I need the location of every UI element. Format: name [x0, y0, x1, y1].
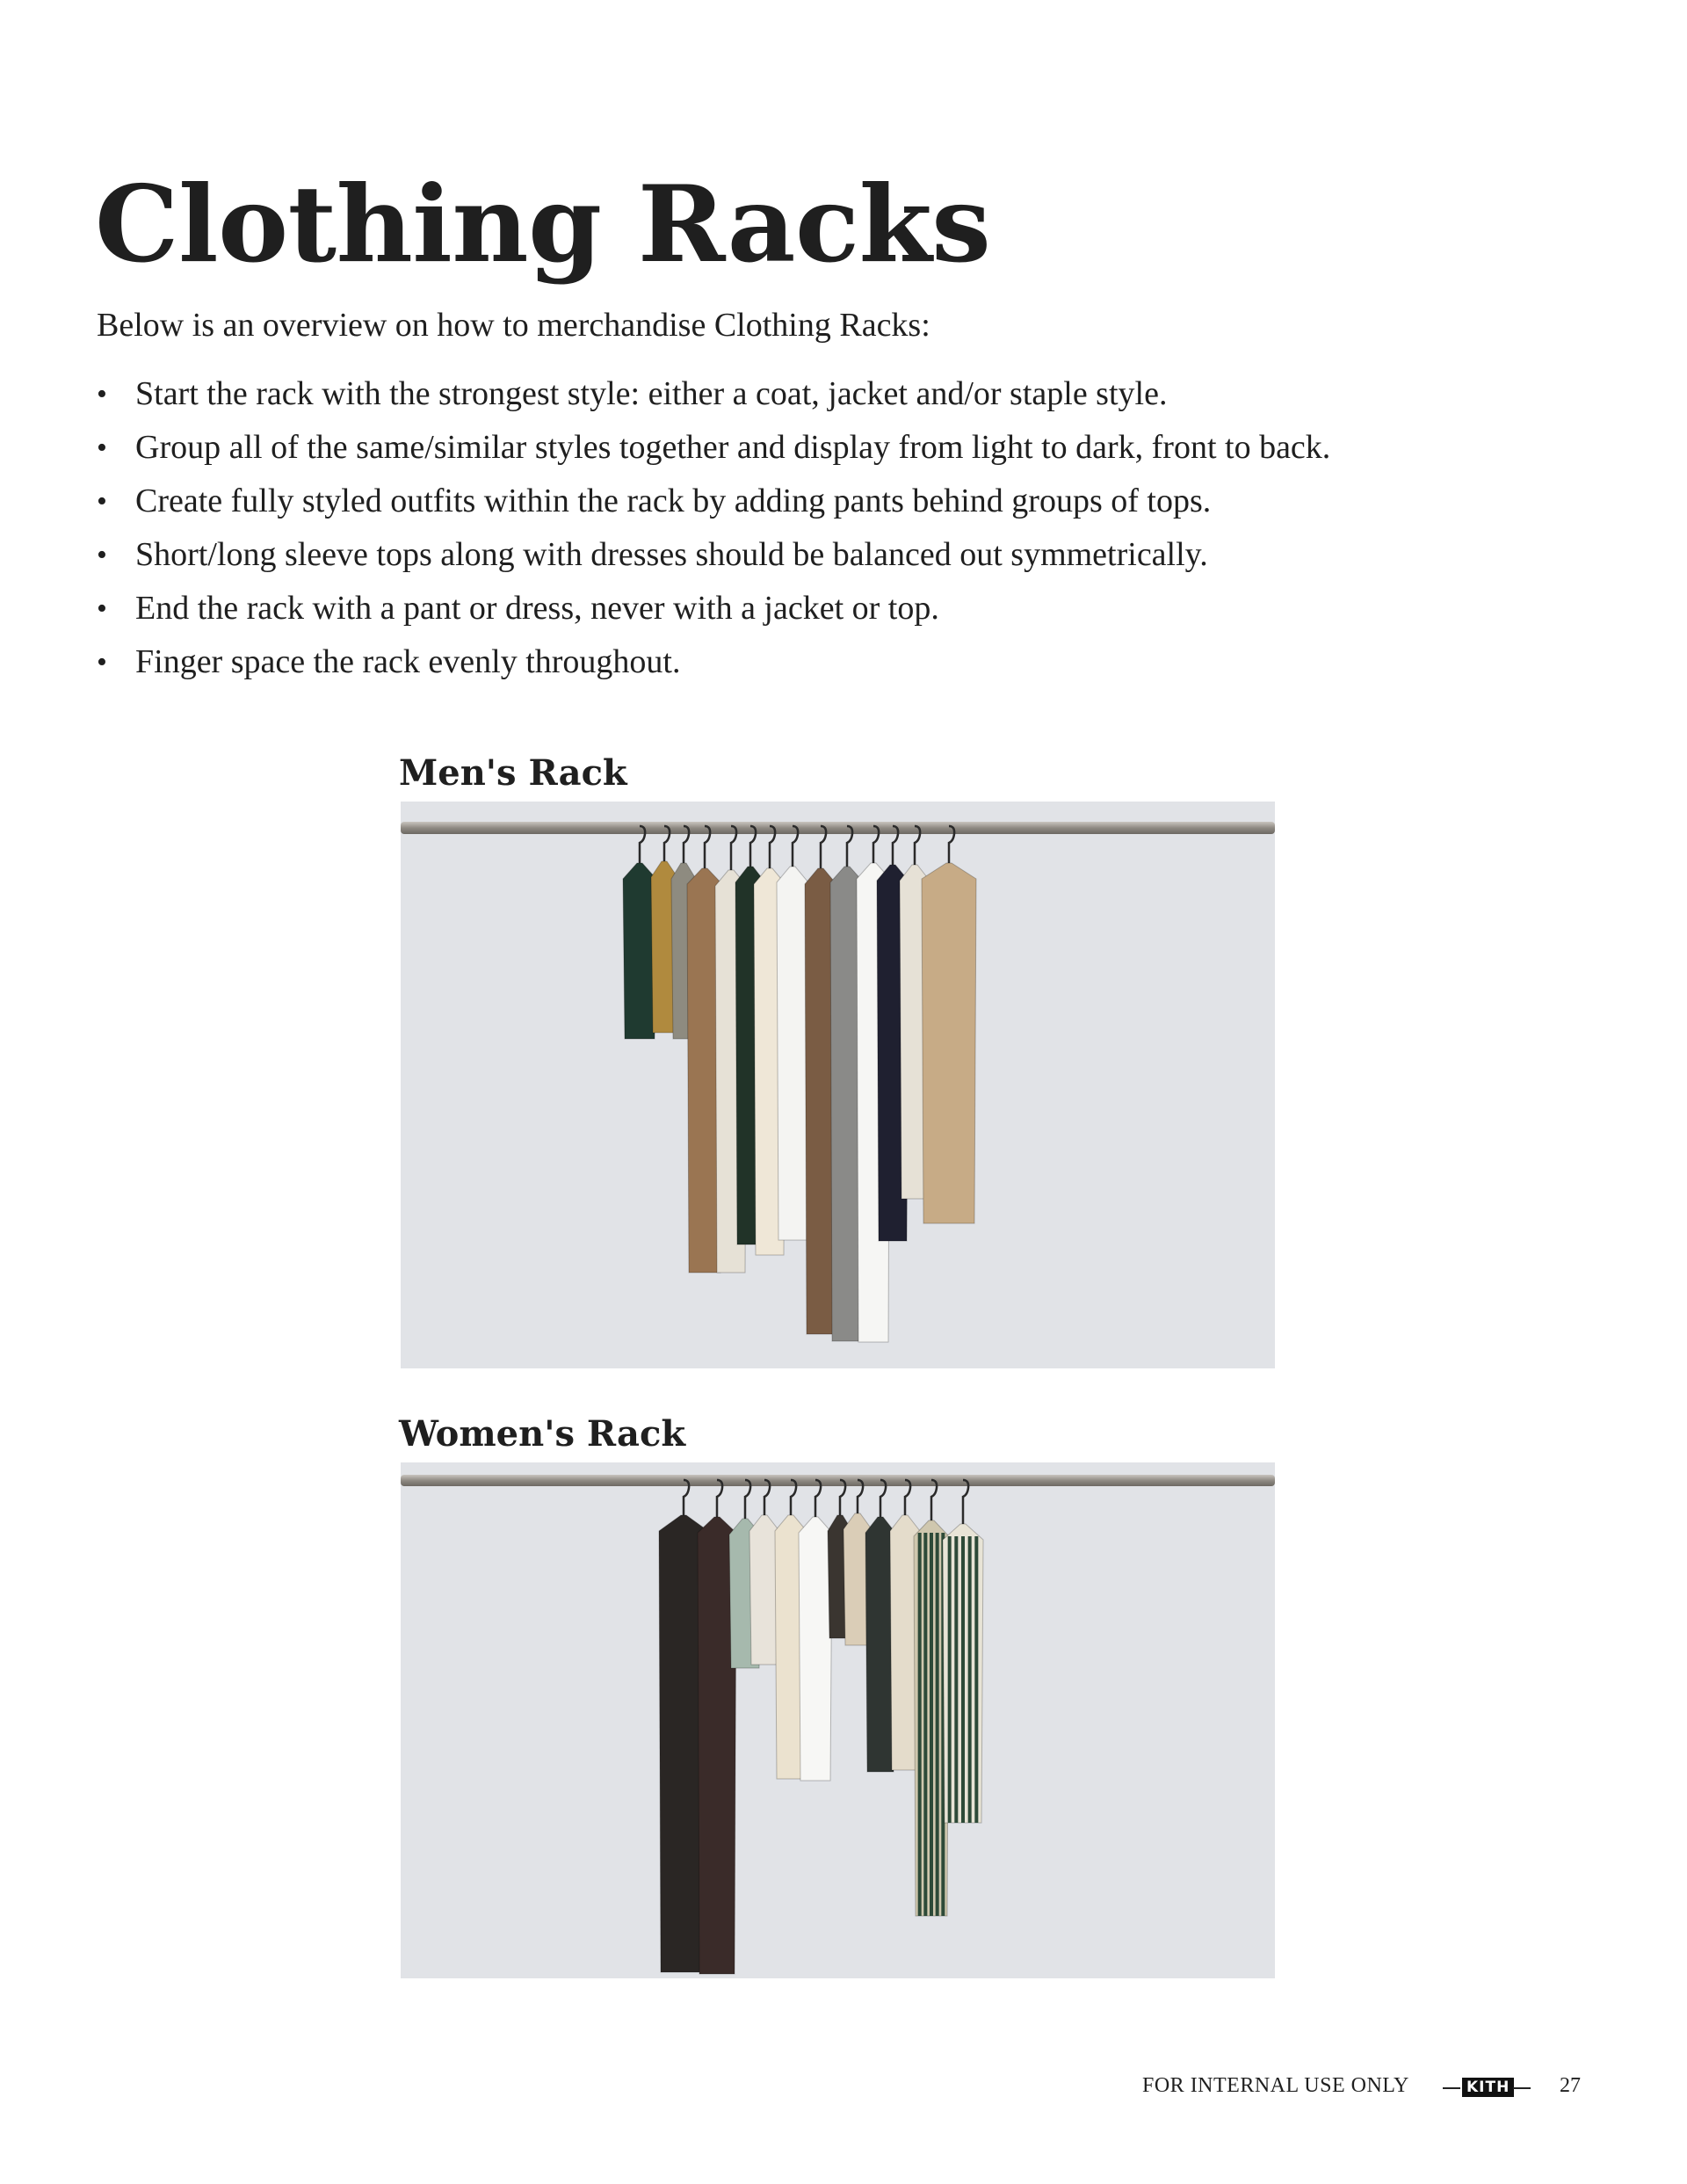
list-item-text: Short/long sleeve tops along with dresses should be balanced out symmetrically. — [135, 536, 1208, 573]
rack-rod — [401, 822, 1275, 834]
mens-rack-illustration — [401, 802, 1275, 1368]
bullet-icon: • — [97, 646, 107, 678]
bullet-icon: • — [97, 592, 107, 625]
womens-rack-photo — [401, 1462, 1275, 1978]
garment — [922, 863, 976, 1223]
list-item-text: End the rack with a pant or dress, never with a jacket or top. — [135, 590, 939, 627]
hanging-garment — [922, 826, 976, 1223]
list-item-text: Start the rack with the strongest style: either a coat, jacket and/or staple style. — [135, 375, 1168, 412]
list-item-text: Create fully styled outfits within the rack by adding pants behind groups of tops. — [135, 483, 1212, 519]
bullet-icon: • — [97, 378, 107, 410]
list-item — [97, 528, 1330, 582]
garment — [777, 867, 808, 1240]
list-item — [97, 367, 1330, 421]
list-item — [97, 421, 1330, 475]
page-number: 27 — [1560, 2074, 1581, 2097]
hanging-garment — [943, 1480, 983, 1823]
mens-rack-photo — [401, 802, 1275, 1368]
mens-rack-title: Men's Rack — [399, 752, 627, 794]
page-title: Clothing Racks — [95, 163, 991, 287]
bullet-icon: • — [97, 539, 107, 571]
intro-text: Below is an overview on how to merchandise Clothing Racks: — [97, 307, 930, 344]
list-item-text: Finger space the rack evenly throughout. — [135, 643, 681, 680]
brand-logo — [1443, 2078, 1531, 2097]
bullet-icon: • — [97, 485, 107, 518]
womens-garments — [659, 1480, 983, 1974]
mens-garments — [623, 826, 976, 1342]
hanger-hook — [963, 1480, 968, 1524]
page-footer — [1142, 2069, 1582, 2104]
logo-line-right — [1513, 2087, 1531, 2089]
list-item — [97, 635, 1330, 689]
hanging-garment — [777, 826, 808, 1240]
internal-use-notice: FOR INTERNAL USE ONLY — [1142, 2074, 1409, 2097]
garment — [799, 1517, 832, 1781]
womens-rack-illustration — [401, 1462, 1275, 1978]
bullet-icon: • — [97, 432, 107, 464]
list-item — [97, 475, 1330, 528]
womens-rack-title: Women's Rack — [399, 1413, 686, 1455]
hanging-garment — [799, 1480, 832, 1781]
list-item-text: Group all of the same/similar styles together and display from light to dark, front to back. — [135, 429, 1331, 466]
list-item — [97, 582, 1330, 635]
rack-rod — [401, 1475, 1275, 1486]
brand-logo-text: KITH — [1462, 2078, 1514, 2097]
logo-line-left — [1443, 2087, 1460, 2089]
guidelines-list — [97, 367, 1330, 689]
